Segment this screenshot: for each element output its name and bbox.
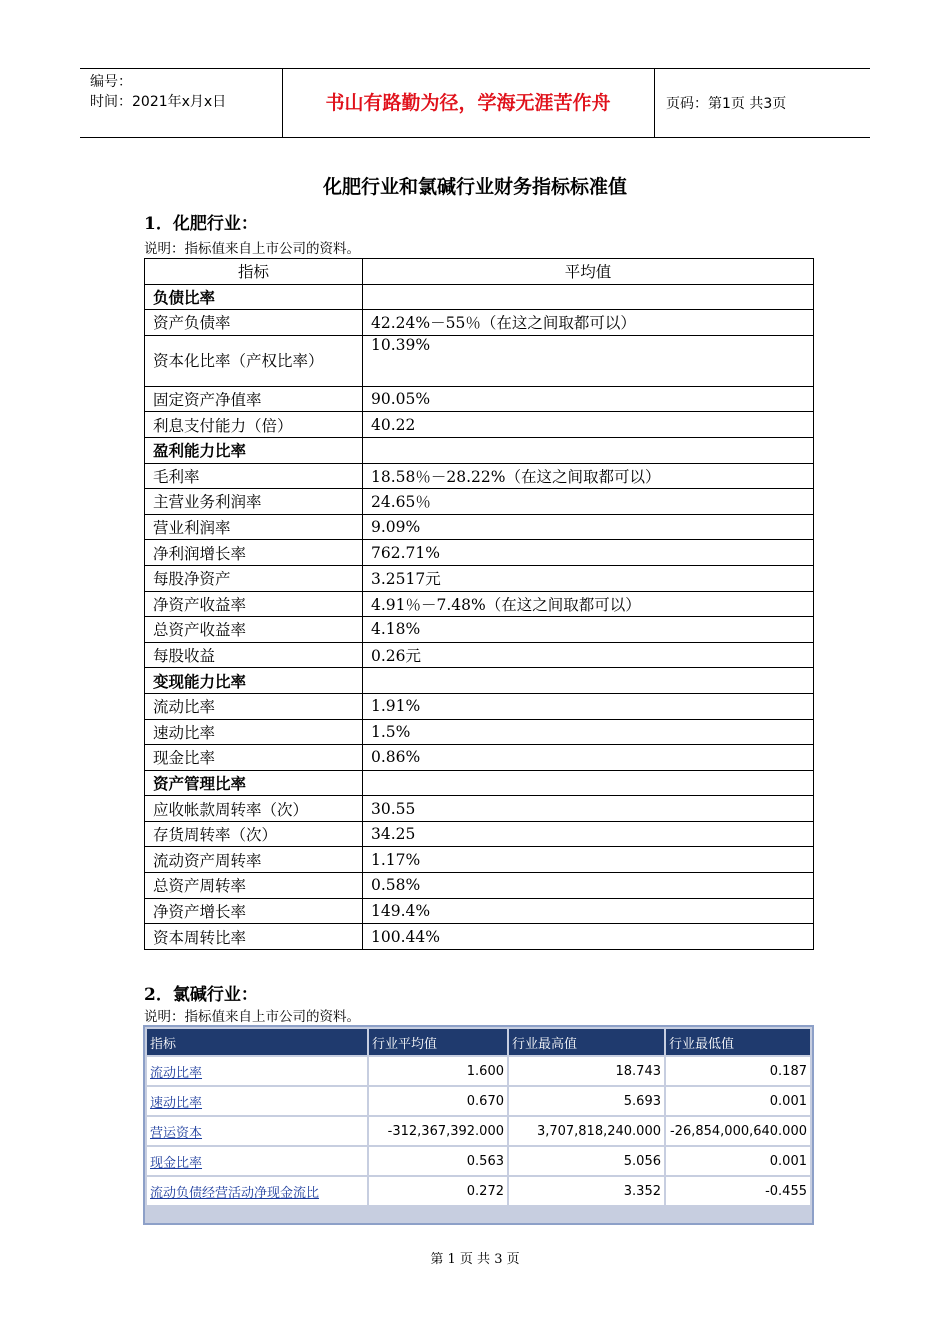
indicator-name: 毛利率 — [145, 463, 363, 489]
indicator-value: 34.25 — [363, 821, 814, 847]
indicator-name: 资本周转比率 — [145, 924, 363, 950]
max-value: 3,707,818,240.000 — [509, 1117, 664, 1145]
indicator-value: 10.39% — [363, 335, 814, 386]
indicator-link[interactable]: 营运资本 — [147, 1117, 367, 1145]
header-page-number: 页码：第1页 共3页 — [666, 96, 787, 112]
table-row — [145, 463, 814, 489]
indicator-value: 0.58% — [363, 873, 814, 899]
indicator-name: 存货周转率（次） — [145, 821, 363, 847]
chlor-alkali-table — [145, 1027, 812, 1207]
fertilizer-table — [144, 258, 814, 950]
indicator-value: 9.09% — [363, 514, 814, 540]
indicator-name: 速动比率 — [145, 719, 363, 745]
indicator-name: 利息支付能力（倍） — [145, 412, 363, 438]
indicator-name: 变现能力比率 — [145, 668, 363, 694]
table-row — [145, 310, 814, 336]
column-header: 行业平均值 — [369, 1029, 507, 1055]
date-text: 时间：2021年x月x日 — [90, 94, 227, 110]
table-row — [147, 1177, 810, 1205]
indicator-value: 0.86% — [363, 745, 814, 771]
indicator-value: 149.4% — [363, 898, 814, 924]
min-value: 0.187 — [666, 1057, 810, 1085]
table-row — [145, 873, 814, 899]
indicator-name: 总资产收益率 — [145, 617, 363, 643]
indicator-value: 3.2517元 — [363, 565, 814, 591]
average-value: -312,367,392.000 — [369, 1117, 507, 1145]
indicator-name: 盈利能力比率 — [145, 437, 363, 463]
column-header: 指标 — [145, 259, 363, 285]
indicator-value — [363, 284, 814, 310]
table-row — [145, 924, 814, 950]
min-value: 0.001 — [666, 1147, 810, 1175]
indicator-name: 流动比率 — [145, 693, 363, 719]
indicator-link[interactable]: 流动负债经营活动净现金流比 — [147, 1177, 367, 1205]
indicator-name: 资产负债率 — [145, 310, 363, 336]
column-header: 指标 — [147, 1029, 367, 1055]
indicator-value: 4.18% — [363, 617, 814, 643]
table-row — [145, 335, 814, 386]
table-row — [145, 412, 814, 438]
indicator-value — [363, 668, 814, 694]
group-row — [145, 770, 814, 796]
section2-heading: 2．氯碱行业： — [144, 985, 258, 1005]
indicator-value — [363, 437, 814, 463]
min-value: -0.455 — [666, 1177, 810, 1205]
indicator-value: 40.22 — [363, 412, 814, 438]
column-header: 行业最高值 — [509, 1029, 664, 1055]
indicator-value: 762.71% — [363, 540, 814, 566]
group-row — [145, 668, 814, 694]
indicator-value: 30.55 — [363, 796, 814, 822]
indicator-value: 0.26元 — [363, 642, 814, 668]
indicator-name: 总资产周转率 — [145, 873, 363, 899]
chlor-alkali-table-frame — [143, 1025, 814, 1225]
indicator-value: 100.44% — [363, 924, 814, 950]
indicator-name: 每股收益 — [145, 642, 363, 668]
min-value: 0.001 — [666, 1087, 810, 1115]
indicator-name: 负债比率 — [145, 284, 363, 310]
table-row — [145, 719, 814, 745]
page-footer: 第 1 页 共 3 页 — [430, 1252, 520, 1267]
table-row — [145, 514, 814, 540]
indicator-name: 资本化比率（产权比率） — [145, 335, 363, 386]
column-header: 行业最低值 — [666, 1029, 810, 1055]
average-value: 1.600 — [369, 1057, 507, 1085]
indicator-name: 净资产收益率 — [145, 591, 363, 617]
column-header: 平均值 — [363, 259, 814, 285]
table-header-row — [147, 1029, 810, 1055]
table-row — [145, 386, 814, 412]
header-meta — [80, 69, 283, 137]
indicator-value: 18.58％－28.22%（在这之间取都可以） — [363, 463, 814, 489]
table-row — [145, 847, 814, 873]
header-motto: 书山有路勤为径，学海无涯苦作舟 — [282, 69, 655, 137]
table-row — [145, 565, 814, 591]
indicator-value — [363, 770, 814, 796]
indicator-value: 4.91％－7.48%（在这之间取都可以） — [363, 591, 814, 617]
indicator-value: 1.5% — [363, 719, 814, 745]
table-row — [145, 898, 814, 924]
indicator-name: 净利润增长率 — [145, 540, 363, 566]
indicator-link[interactable]: 流动比率 — [147, 1057, 367, 1085]
table-row — [145, 540, 814, 566]
table-row — [147, 1147, 810, 1175]
table-row — [145, 489, 814, 515]
indicator-value: 1.91% — [363, 693, 814, 719]
document-title: 化肥行业和氯碱行业财务指标标准值 — [322, 176, 627, 198]
indicator-name: 净资产增长率 — [145, 898, 363, 924]
section1-note: 说明：指标值来自上市公司的资料。 — [144, 241, 360, 257]
table-row — [145, 693, 814, 719]
average-value: 0.272 — [369, 1177, 507, 1205]
group-row — [145, 437, 814, 463]
code-label: 编号： — [90, 74, 132, 90]
indicator-name: 每股净资产 — [145, 565, 363, 591]
average-value: 0.670 — [369, 1087, 507, 1115]
table-row — [147, 1057, 810, 1085]
indicator-name: 固定资产净值率 — [145, 386, 363, 412]
max-value: 18.743 — [509, 1057, 664, 1085]
max-value: 5.056 — [509, 1147, 664, 1175]
table-row — [145, 796, 814, 822]
table-row — [147, 1117, 810, 1145]
indicator-name: 应收帐款周转率（次） — [145, 796, 363, 822]
section1-heading: 1．化肥行业： — [144, 214, 258, 234]
indicator-link[interactable]: 速动比率 — [147, 1087, 367, 1115]
indicator-value: 90.05% — [363, 386, 814, 412]
table-row — [145, 591, 814, 617]
table-row — [147, 1087, 810, 1115]
table-header-row — [145, 259, 814, 285]
indicator-value: 24.65％ — [363, 489, 814, 515]
indicator-name: 营业利润率 — [145, 514, 363, 540]
min-value: -26,854,000,640.000 — [666, 1117, 810, 1145]
max-value: 5.693 — [509, 1087, 664, 1115]
indicator-value: 1.17% — [363, 847, 814, 873]
indicator-name: 主营业务利润率 — [145, 489, 363, 515]
indicator-link[interactable]: 现金比率 — [147, 1147, 367, 1175]
indicator-value: 42.24%－55％（在这之间取都可以） — [363, 310, 814, 336]
indicator-name: 流动资产周转率 — [145, 847, 363, 873]
page-header — [80, 68, 870, 138]
table-row — [145, 642, 814, 668]
section2-note: 说明：指标值来自上市公司的资料。 — [144, 1009, 360, 1025]
max-value: 3.352 — [509, 1177, 664, 1205]
indicator-name: 现金比率 — [145, 745, 363, 771]
average-value: 0.563 — [369, 1147, 507, 1175]
table-row — [145, 745, 814, 771]
group-row — [145, 284, 814, 310]
table-row — [145, 821, 814, 847]
table-row — [145, 617, 814, 643]
indicator-name: 资产管理比率 — [145, 770, 363, 796]
